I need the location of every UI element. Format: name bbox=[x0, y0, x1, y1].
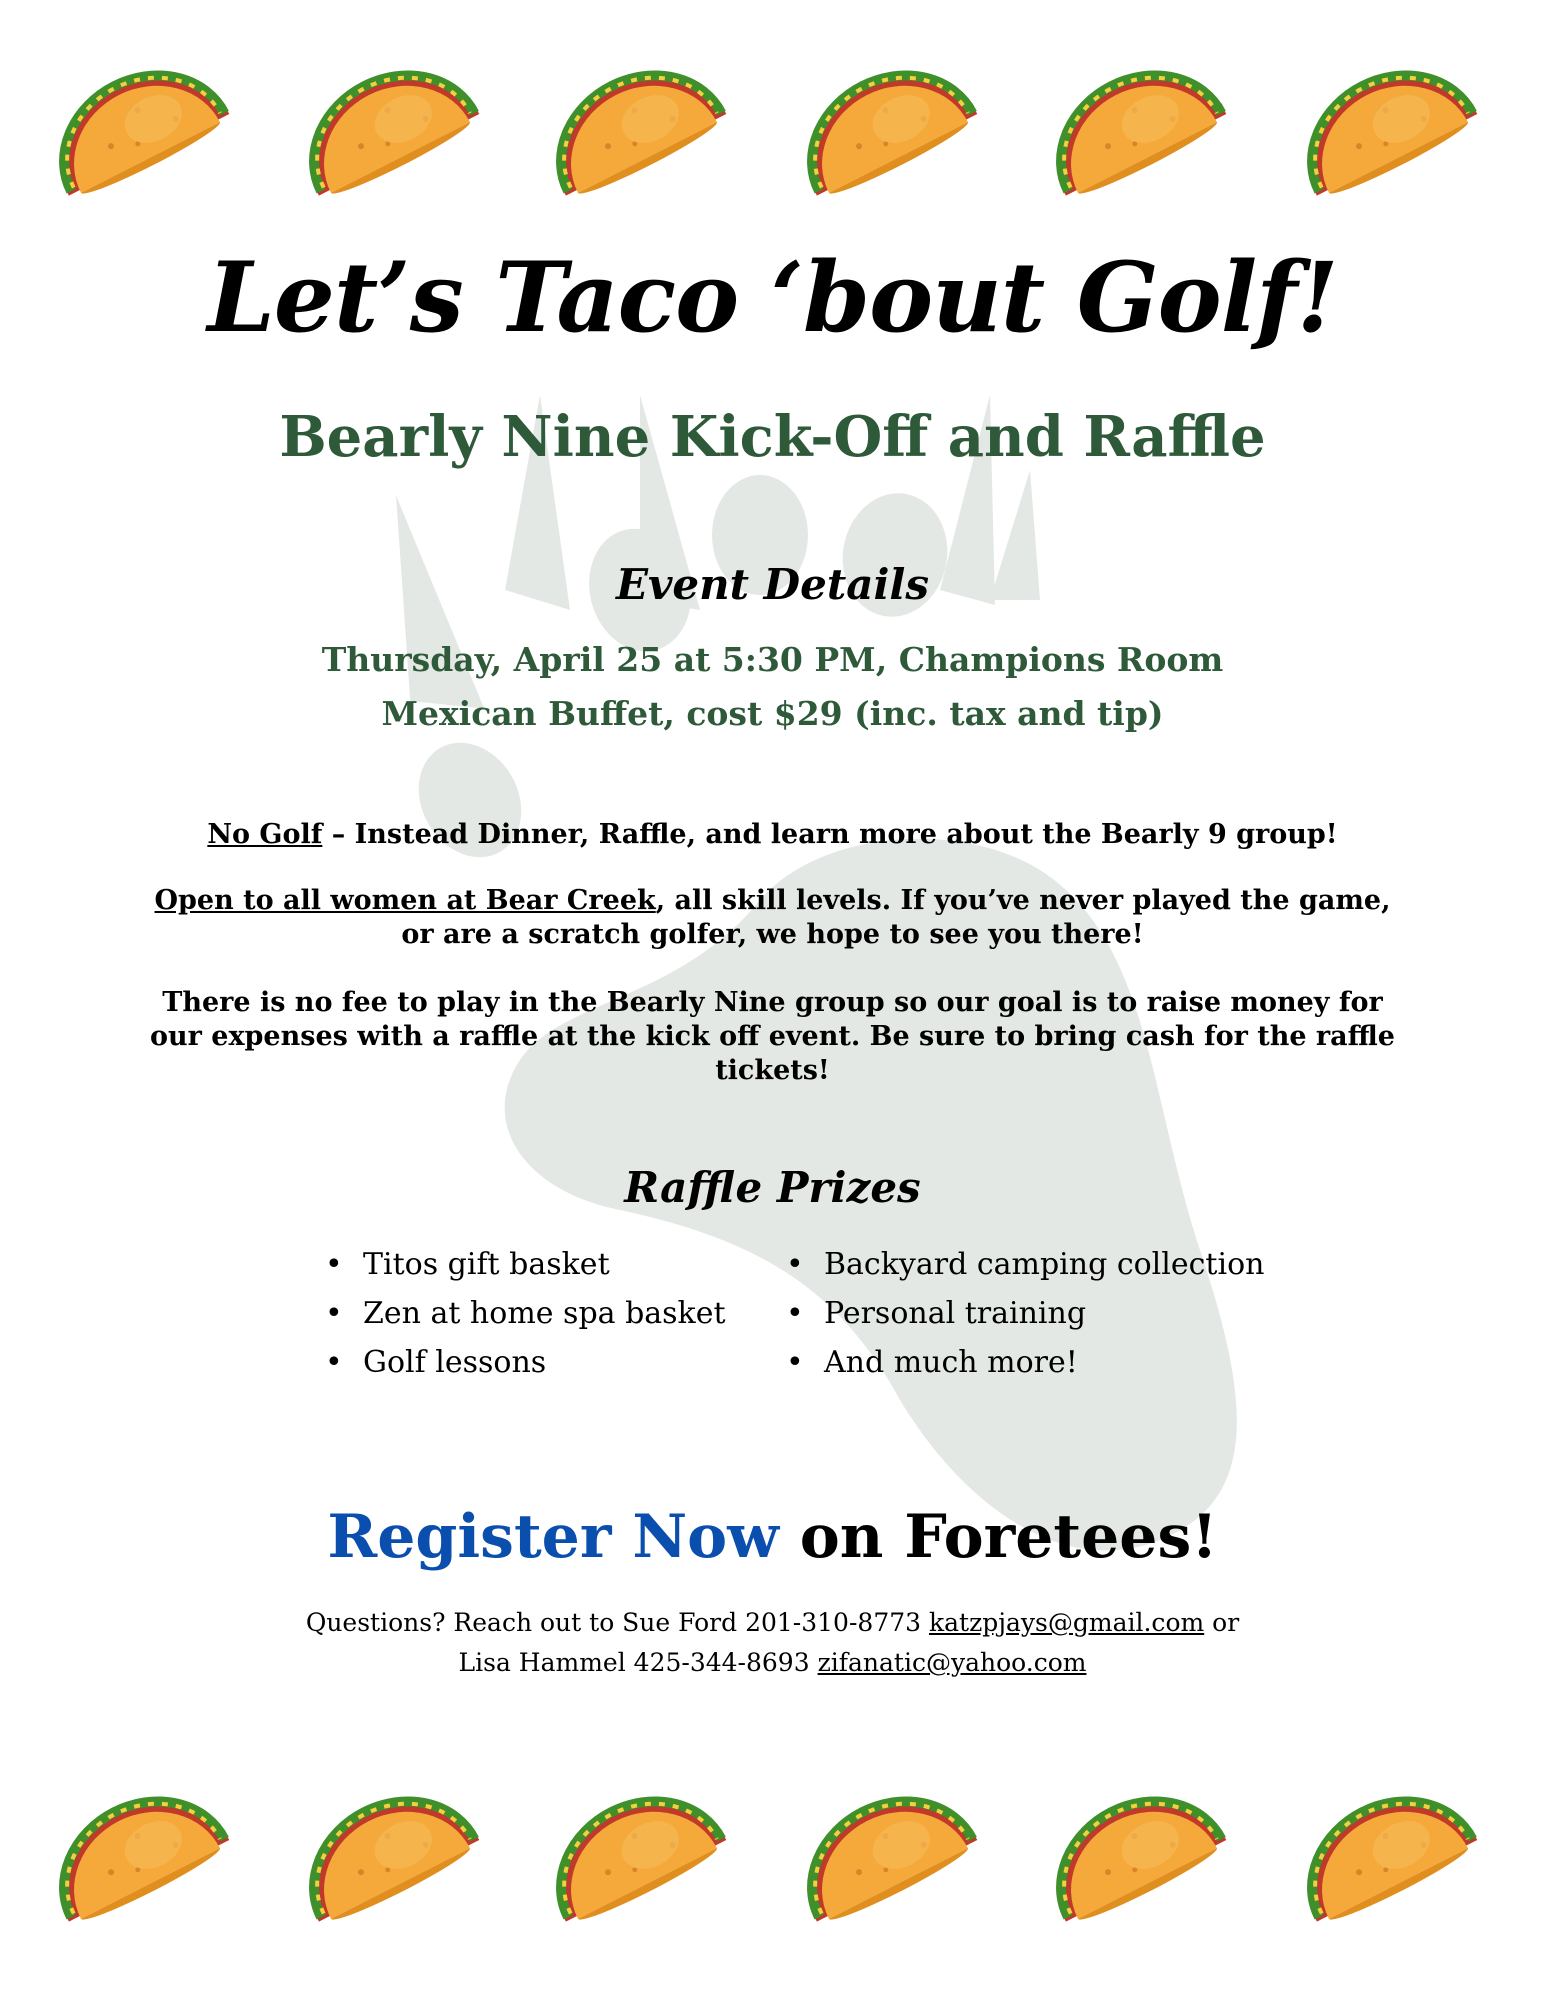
open-to-all-text: , all skill levels. If you’ve never played the game, or are a scratch golfer, we hope to see you there! bbox=[401, 885, 1391, 950]
contact-line-1 bbox=[0, 1608, 1545, 1637]
taco-icon bbox=[40, 1768, 240, 1938]
no-golf-text: – Instead Dinner, Raffle, and learn more about the Bearly 9 group! bbox=[322, 819, 1338, 850]
prize-list-right bbox=[784, 1240, 1264, 1387]
taco-icon bbox=[537, 1768, 737, 1938]
bullet-icon: • bbox=[786, 1296, 804, 1331]
list-item: • Backyard camping collection bbox=[784, 1240, 1264, 1289]
list-item: • And much more! bbox=[784, 1338, 1264, 1387]
bullet-icon: • bbox=[325, 1345, 343, 1380]
register-line bbox=[0, 1502, 1545, 1572]
taco-icon bbox=[788, 1768, 988, 1938]
fee-paragraph: There is no fee to play in the Bearly Nine group so our goal is to raise money for our expenses with a raffle at the kick off event. Be sure to bring cash for the raffle tickets! bbox=[150, 987, 1395, 1086]
taco-icon bbox=[788, 42, 988, 212]
bullet-icon: • bbox=[786, 1345, 804, 1380]
register-rest: on Foretees! bbox=[778, 1502, 1218, 1572]
prize-list-left bbox=[323, 1240, 726, 1387]
contact-1-text: Questions? Reach out to Sue Ford 201-310-8773 bbox=[305, 1608, 929, 1637]
taco-border-top bbox=[0, 42, 1545, 212]
no-golf-paragraph bbox=[140, 818, 1405, 852]
flyer-title: Let’s Taco ‘bout Golf! bbox=[207, 241, 1338, 354]
taco-icon bbox=[290, 42, 490, 212]
taco-icon bbox=[537, 42, 737, 212]
taco-icon bbox=[1288, 42, 1488, 212]
taco-icon bbox=[40, 42, 240, 212]
open-to-all-label: Open to all women at Bear Creek bbox=[154, 885, 656, 916]
list-item: • Zen at home spa basket bbox=[323, 1289, 726, 1338]
contact-1-tail: or bbox=[1204, 1608, 1240, 1637]
list-item: • Titos gift basket bbox=[323, 1240, 726, 1289]
register-now-link[interactable]: Register Now bbox=[327, 1502, 779, 1572]
taco-icon bbox=[290, 1768, 490, 1938]
email-link-lisa[interactable]: zifanatic@yahoo.com bbox=[817, 1648, 1087, 1677]
event-menu-cost: Mexican Buffet, cost $29 (inc. tax and tip) bbox=[381, 694, 1164, 733]
bullet-icon: • bbox=[325, 1247, 343, 1282]
event-date-location: Thursday, April 25 at 5:30 PM, Champions Room bbox=[321, 640, 1224, 679]
taco-border-bottom bbox=[0, 1768, 1545, 1938]
open-to-all-paragraph bbox=[140, 884, 1405, 952]
taco-icon bbox=[1288, 1768, 1488, 1938]
no-golf-label: No Golf bbox=[207, 819, 323, 850]
email-link-sue[interactable]: katzpjays@gmail.com bbox=[929, 1608, 1205, 1637]
contact-line-2 bbox=[0, 1648, 1545, 1677]
flyer-subtitle: Bearly Nine Kick-Off and Raffle bbox=[279, 404, 1266, 470]
bullet-icon: • bbox=[786, 1247, 804, 1282]
bullet-icon: • bbox=[325, 1296, 343, 1331]
contact-2-text: Lisa Hammel 425-344-8693 bbox=[458, 1648, 818, 1677]
list-item: • Personal training bbox=[784, 1289, 1264, 1338]
raffle-prizes-heading: Raffle Prizes bbox=[624, 1163, 921, 1212]
taco-icon bbox=[1037, 42, 1237, 212]
event-details-heading: Event Details bbox=[615, 560, 929, 609]
taco-icon bbox=[1037, 1768, 1237, 1938]
list-item: • Golf lessons bbox=[323, 1338, 726, 1387]
